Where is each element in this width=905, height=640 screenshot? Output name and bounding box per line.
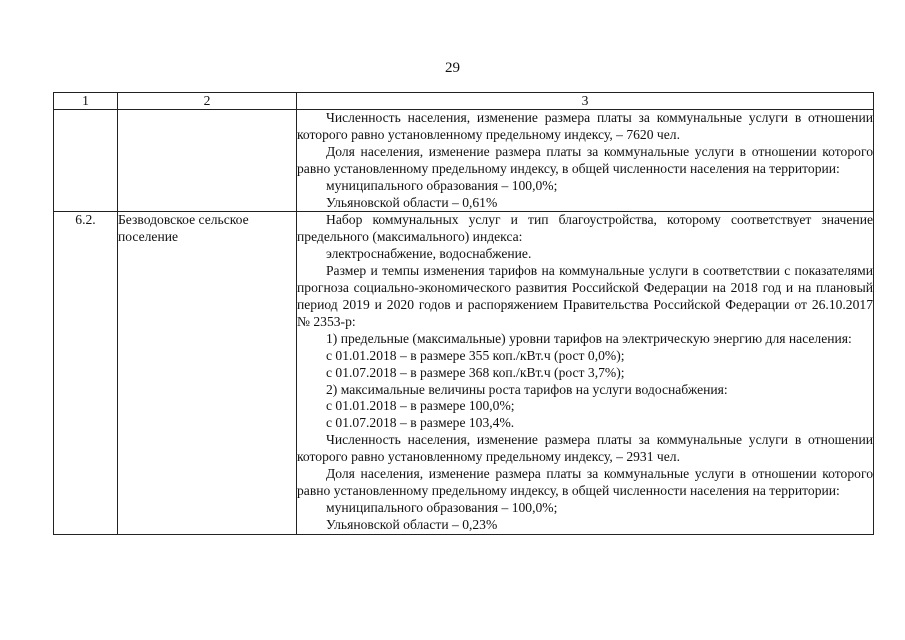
settlement-name-cell: Безводовское сельское поселение	[118, 212, 297, 534]
paragraph: Ульяновской области – 0,61%	[326, 194, 498, 210]
paragraph: Доля населения, изменение размера платы за коммунальные услуги в отношении которого равно установленному предельному индексу, в общей численности населения на территории:	[297, 143, 873, 176]
paragraph: Размер и темпы изменения тарифов на коммунальные услуги в соответствии с показателями прогноза социально-экономического развития Российской Федерации на 2018 год и на плановый период 2019 и 2020 годов и распоряжением Правительства Российской Федерации от 26.10.2017 № 2353-р:	[297, 263, 873, 329]
paragraph: с 01.07.2018 – в размере 103,4%.	[326, 415, 515, 431]
description-cell	[297, 110, 874, 212]
column-header-1: 1	[54, 93, 118, 110]
paragraph: Численность населения, изменение размера платы за коммунальные услуги в отношении которого равно установленному предельному индексу, – 2931 чел.	[297, 432, 873, 465]
description-cell	[297, 212, 874, 534]
paragraph: Доля населения, изменение размера платы за коммунальные услуги в отношении которого равно установленному предельному индексу, в общей численности населения на территории:	[297, 466, 873, 498]
settlement-name-cell	[118, 110, 297, 212]
table-row	[54, 110, 874, 212]
paragraph: 1) предельные (максимальные) уровни тарифов на электрическую энергию для населения:	[326, 330, 852, 346]
paragraph: с 01.01.2018 – в размере 100,0%;	[326, 398, 515, 414]
page-number: 29	[445, 60, 460, 76]
table-header-row	[54, 93, 874, 110]
paragraph: электроснабжение, водоснабжение.	[326, 246, 532, 262]
row-number-cell	[54, 110, 118, 212]
paragraph: с 01.07.2018 – в размере 368 коп./кВт.ч (рост 3,7%);	[326, 364, 625, 380]
paragraph: муниципального образования – 100,0%;	[326, 499, 558, 515]
table-row	[54, 212, 874, 534]
column-header-3: 3	[297, 93, 874, 110]
paragraph: Ульяновской области – 0,23%	[326, 516, 498, 532]
paragraph: с 01.01.2018 – в размере 355 коп./кВт.ч (рост 0,0%);	[326, 347, 625, 363]
paragraph: муниципального образования – 100,0%;	[326, 177, 558, 193]
row-number-cell: 6.2.	[54, 212, 118, 534]
paragraph: Численность населения, изменение размера платы за коммунальные услуги в отношении которого равно установленному предельному индексу, – 7620 чел.	[297, 110, 873, 142]
document-table	[53, 92, 874, 535]
paragraph: 2) максимальные величины роста тарифов на услуги водоснабжения:	[326, 381, 728, 397]
paragraph: Набор коммунальных услуг и тип благоустройства, которому соответствует значение предельного (максимального) индекса:	[297, 212, 873, 245]
column-header-2: 2	[118, 93, 297, 110]
